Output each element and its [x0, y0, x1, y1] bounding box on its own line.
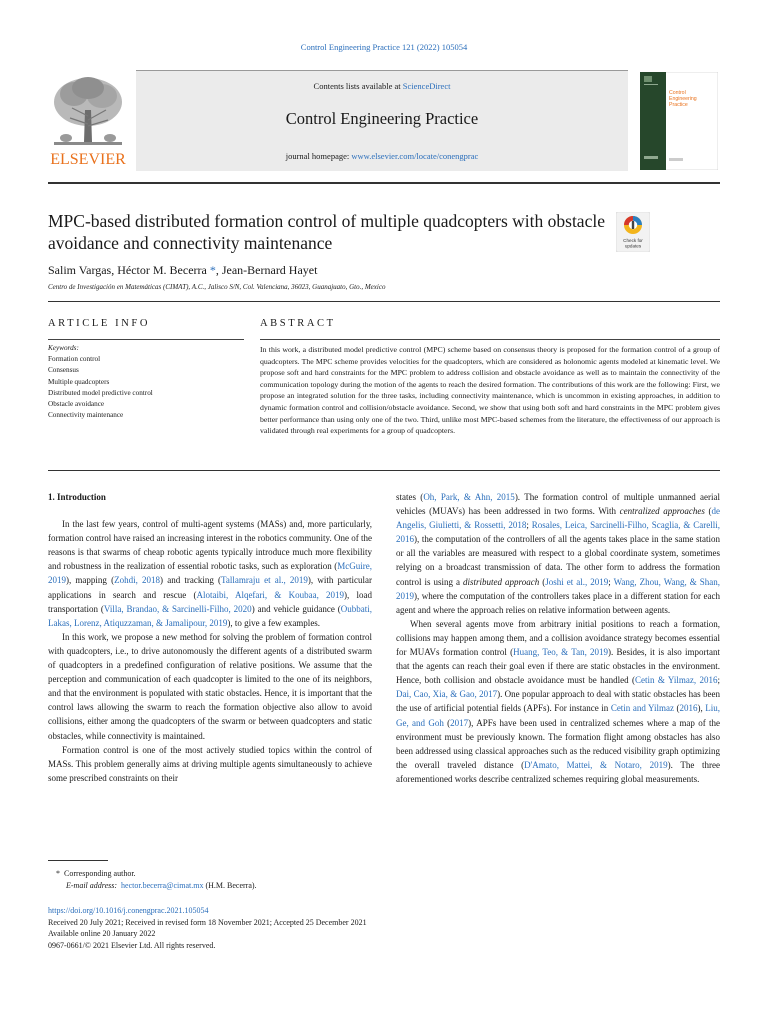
- citation-link[interactable]: Dai, Cao, Xia, & Gao, 2017: [396, 689, 498, 700]
- citation-link[interactable]: Villa, Brandao, & Sarcinelli-Filho, 2020: [103, 603, 252, 614]
- citation-link[interactable]: Cetin & Yilmaz, 2016: [634, 675, 718, 686]
- citation-link[interactable]: Liu, Ge, and Goh: [396, 703, 721, 728]
- intro-paragraph-3-continued: states (Oh, Park, & Ahn, 2015). The formation control of multiple unmanned aerial vehicles (MUAVs) has been addressed in two forms. With centralized approaches (de Angelis, Giulietti, & Rossetti, 2018; Rosales, Leica, Sarcinelli-Filho, Scaglia, & Carelli, 2016), the computation of the controllers of all the agents takes place in the same station or all the variables are measured with respect to a global coordinate system, sometimes relying on a broadcast transmission of data. The other form to address the formation control is using a distributed approach (Joshi et al., 2019; Wang, Zhou, Wang, & Shan, 2019), where the computation of the controllers takes place in a different station for each agent and where the approach relies on relative information between agents.: [396, 492, 721, 615]
- copyright: 0967-0661/© 2021 Elsevier Ltd. All rights reserved.: [48, 940, 216, 950]
- homepage-prefix: journal homepage:: [285, 151, 352, 161]
- citation-link[interactable]: de Angelis, Giulietti, & Rossetti, 2018: [396, 506, 720, 531]
- section-title-introduction: 1. Introduction: [48, 492, 106, 502]
- article-title: MPC-based distributed formation control of multiple quadcopters with obstacle avoidance and connectivity maintenance: [48, 211, 605, 253]
- authors-part-2: , Jean-Bernard Hayet: [215, 263, 318, 277]
- homepage-line: [136, 151, 628, 161]
- elsevier-wordmark: ELSEVIER: [50, 151, 126, 168]
- check-for-updates-badge[interactable]: [616, 212, 650, 252]
- citation-link[interactable]: Oubbati, Lakas, Lorenz, Atiquzzaman, & Jamalipour, 2019: [48, 603, 372, 628]
- contents-line: [136, 81, 628, 91]
- intro-paragraph-4: When several agents move from arbitrary initial positions to reach a formation, collisions may happen among them, and a collision avoidance strategy becomes essential for MUAVs formation control (Huang, Teo, & Tan, 2019). Besides, it is also important that the agents can reach their goal even if there are static obstacles in the environment. Hence, both collision and obstacle avoidance must be handled (Cetin & Yilmaz, 2016; Dai, Cao, Xia, & Gao, 2017). One popular approach to deal with static obstacles has been the use of artificial potential fields (APFs). For instance in Cetin and Yilmaz (2016), Liu, Ge, and Goh (2017), APFs have been used in centralized schemes where a map of the environment must be previously known. The formation flight among obstacles has also been addressed using classical approaches such as the reduced visibility graph optimizing the overall traveled distance (D'Amato, Mattei, & Notaro, 2019). The three aforementioned works describe centralized schemes requiring global measurements.: [396, 618, 721, 784]
- keyword-item: Connectivity maintenance: [48, 411, 124, 420]
- citation-link[interactable]: Huang, Teo, & Tan, 2019: [513, 647, 609, 658]
- citation-link[interactable]: Zohdi, 2018: [114, 575, 161, 586]
- received-dates: Received 20 July 2021; Received in revised form 18 November 2021; Accepted 25 December 2021: [48, 917, 367, 927]
- keyword-item: Multiple quadcopters: [48, 377, 110, 386]
- citation-link[interactable]: Cetin and Yilmaz: [610, 703, 674, 714]
- corresponding-author-mark[interactable]: *: [209, 263, 216, 277]
- author-list: [48, 263, 317, 278]
- citation-link[interactable]: Joshi et al., 2019: [545, 576, 609, 587]
- citation-link[interactable]: Tallamraju et al., 2019: [221, 575, 308, 586]
- citation-link[interactable]: Rosales, Leica, Sarcinelli-Filho, Scaglia, & Carelli, 2016: [396, 520, 720, 545]
- article-info-rule: [48, 339, 244, 340]
- keyword-item: Obstacle avoidance: [48, 400, 105, 409]
- affiliation: Centro de Investigación en Matemáticas (CIMAT), A.C., Jalisco S/N, Col. Valenciana, 36023, Guanajuato, Gto., Mexico: [48, 283, 386, 291]
- online-date: Available online 20 January 2022: [48, 929, 156, 938]
- keywords-title: Keywords:: [48, 344, 79, 352]
- keywords-block: [48, 343, 244, 421]
- article-info-heading: ARTICLE INFO: [48, 318, 151, 329]
- contents-prefix: Contents lists available at: [313, 81, 403, 91]
- journal-reference[interactable]: Control Engineering Practice 121 (2022) 105054: [300, 42, 468, 52]
- abstract-rule: [260, 339, 720, 340]
- citation-link[interactable]: D'Amato, Mattei, & Notaro, 2019: [524, 759, 668, 770]
- front-matter-rule-bottom: [48, 470, 720, 471]
- intro-paragraph-2: In this work, we propose a new method for solving the problem of formation control with quadcopters, i.e., to drive autonomously the different agents of a distributed swarm of quadcopters in a predefined configuration of relative positions. We assume that the perception and communication of each quadcopter is limited to the one of its neighbors, and that the environment is populated with static obstacles. Hence, it is important that the control laws allowing the swarm to reach the formation objective also allow to avoid collisions, either among the quadcopters of the swarm or between quadcopters and static obstacles, while connectivity is maintained.: [48, 631, 372, 741]
- article-metadata: [48, 905, 367, 951]
- cover-title-1: Control: [669, 90, 686, 96]
- citation-link[interactable]: Alotaibi, Alqefari, & Koubaa, 2019: [196, 589, 345, 600]
- footnote-text: Corresponding author.: [64, 869, 136, 878]
- crossmark-label-1: Check for: [623, 238, 643, 243]
- citation-link[interactable]: McGuire, 2019: [48, 561, 372, 586]
- citation-link[interactable]: 2017: [450, 717, 469, 728]
- abstract-text: In this work, a distributed model predictive control (MPC) scheme based on consensus theory is proposed for the formation control of a group of quadcopters. The MPC scheme provides velocities for the quadcopters, which are considered as holonomic agents modeled at kinematic level. We propose soft and hard constraints for the MPC problem to address collision and obstacle avoidance as well as to maintain the connectivity of the communication topology during the motion of the agents to reach the desired formation. The contributions of this work are the following: First, we propose an integrated solution for the three tasks, including connectivity maintenance, which is uncommon in existing approaches, in addition to dynamic formation control and collision/obstacle avoidance. Second, we show that using both soft and hard constraints in the MPC problem gives better performance than using only one of the two. Third, unlike most MPC-based schemes from the literature, the effectiveness of our approach is validated through real experiments for a group of quadcopters.: [260, 345, 720, 436]
- intro-paragraph-1: In the last few years, control of multi-agent systems (MASs) and, more particularly, formation control have raised an increasing interest in the robotics community. One of the reasons is that swarms of cheap robotic agents typically introduce much more flexibility and robustness in the realization of essential robotic tasks, such as exploration (McGuire, 2019), mapping (Zohdi, 2018) and tracking (Tallamraju et al., 2019), with particular applications in search and rescue (Alotaibi, Alqefari, & Koubaa, 2019), load transportation (Villa, Brandao, & Sarcinelli-Filho, 2020) and vehicle guidance (Oubbati, Lakas, Lorenz, Atiquzzaman, & Jamalipour, 2019), to give a few examples.: [48, 519, 373, 628]
- author-email-link[interactable]: hector.becerra@cimat.mx: [121, 881, 204, 890]
- keyword-item: Formation control: [48, 355, 101, 364]
- journal-header-box: [136, 70, 628, 171]
- journal-header: [48, 70, 720, 172]
- front-matter-rule-top: [48, 301, 720, 302]
- citation-link[interactable]: Oh, Park, & Ahn, 2015: [423, 492, 515, 502]
- email-label: E-mail address:: [66, 881, 118, 890]
- elsevier-tree-logo: [48, 72, 128, 168]
- journal-cover-thumbnail[interactable]: [640, 72, 718, 170]
- crossmark-label-2: updates: [624, 243, 642, 249]
- keyword-item: Distributed model predictive control: [48, 388, 153, 397]
- journal-name: Control Engineering Practice: [285, 109, 479, 128]
- cover-title-2: Engineering: [669, 96, 697, 102]
- cover-title-3: Practice: [669, 102, 688, 108]
- email-suffix: (H.M. Becerra).: [205, 881, 257, 890]
- authors-part-1: Salim Vargas, Héctor M. Becerra: [48, 263, 210, 277]
- footnote-mark: *: [56, 869, 60, 878]
- left-column: [48, 490, 372, 785]
- right-column: [396, 490, 720, 786]
- doi-link[interactable]: https://doi.org/10.1016/j.conengprac.2021.105054: [48, 906, 209, 915]
- header-rule: [48, 182, 720, 184]
- footnote-rule: [48, 860, 108, 861]
- homepage-link[interactable]: www.elsevier.com/locate/conengprac: [351, 151, 479, 161]
- intro-paragraph-3: Formation control is one of the most actively studied topics within the control of MASs. This problem generally aims at driving multiple agents simultaneously to achieve some prescribed constraints on their: [48, 744, 372, 783]
- citation-link[interactable]: 2016: [679, 703, 698, 714]
- sciencedirect-link[interactable]: ScienceDirect: [402, 81, 451, 91]
- abstract-heading: ABSTRACT: [260, 318, 336, 329]
- citation-link[interactable]: Wang, Zhou, Wang, & Shan, 2019: [396, 576, 721, 601]
- keyword-item: Consensus: [48, 366, 79, 375]
- corresponding-author-footnote: [56, 868, 257, 892]
